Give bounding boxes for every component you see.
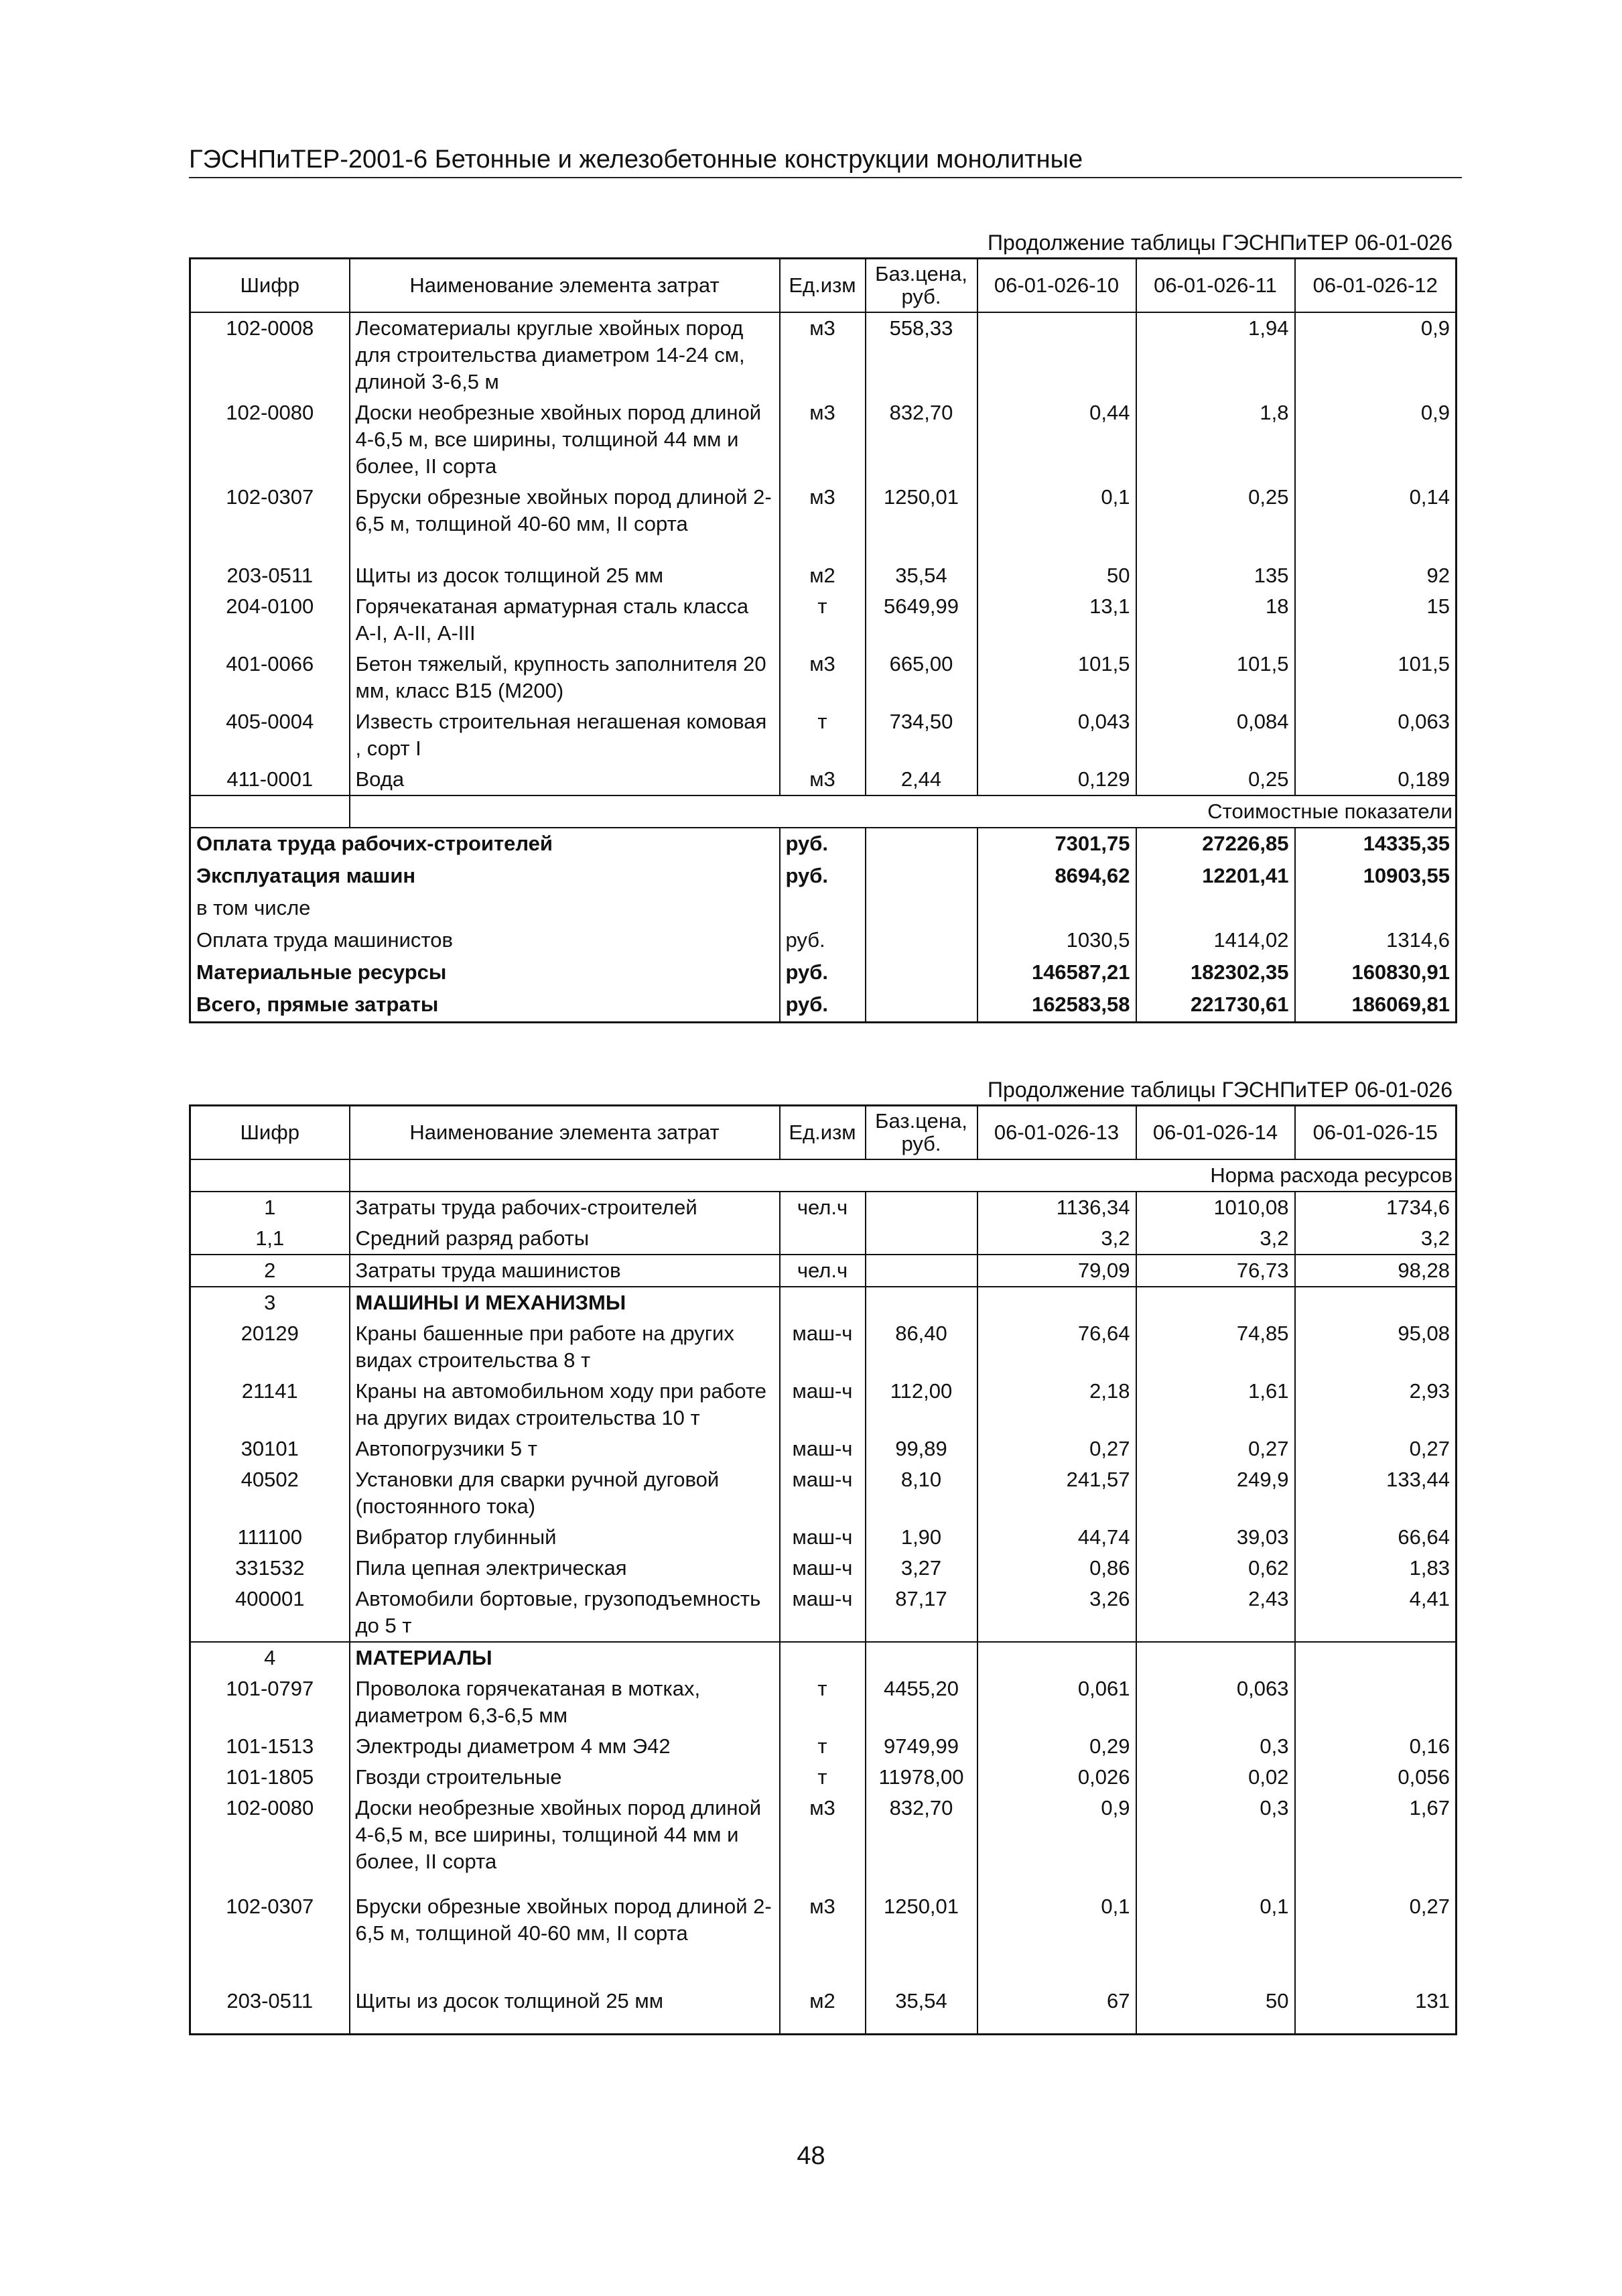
- summary-row: [190, 957, 1457, 989]
- table-row: [190, 1464, 1457, 1522]
- summary-name: Эксплуатация машин: [190, 860, 780, 893]
- cell-value: 1734,6: [1295, 1192, 1457, 1223]
- cell-name: МАШИНЫ И МЕХАНИЗМЫ: [350, 1287, 780, 1318]
- cell-unit: м2: [780, 1949, 866, 2035]
- col-header: 06-01-026-11: [1136, 259, 1295, 313]
- cell-price: 11978,00: [866, 1762, 977, 1793]
- cell-name: Автомобили бортовые, грузоподъемность до 5 т: [350, 1584, 780, 1642]
- cell-unit: [780, 1642, 866, 1673]
- table-row: [190, 1762, 1457, 1793]
- summary-blank: [866, 860, 977, 893]
- cell-value: 3,2: [1295, 1223, 1457, 1255]
- cell-value: 0,063: [1295, 706, 1457, 764]
- cell-name: Лесоматериалы круглые хвойных пород для строительства диаметром 14-24 см, длиной 3-6,5 м: [350, 312, 780, 397]
- cell-value: [1295, 1673, 1457, 1731]
- table-row: [190, 1949, 1457, 2035]
- band-label: Стоимостные показатели: [350, 795, 1457, 828]
- table-row: [190, 1793, 1457, 1877]
- cell-value: 2,43: [1136, 1584, 1295, 1642]
- cell-value: 0,063: [1136, 1673, 1295, 1731]
- cell-name: МАТЕРИАЛЫ: [350, 1642, 780, 1673]
- cell-unit: т: [780, 1673, 866, 1731]
- cell-value: 1010,08: [1136, 1192, 1295, 1223]
- cell-value: [1295, 1642, 1457, 1673]
- cell-price: 4455,20: [866, 1673, 977, 1731]
- summary-value: 14335,35: [1295, 828, 1457, 860]
- cell-unit: чел.ч: [780, 1192, 866, 1223]
- cell-code: 102-0307: [190, 1877, 350, 1949]
- cell-value: 101,5: [977, 649, 1136, 706]
- summary-unit: руб.: [780, 828, 866, 860]
- cell-unit: маш-ч: [780, 1522, 866, 1553]
- table-row: [190, 1255, 1457, 1287]
- cell-name: Затраты труда рабочих-строителей: [350, 1192, 780, 1223]
- summary-name: Оплата труда машинистов: [190, 925, 780, 957]
- cell-value: [977, 1642, 1136, 1673]
- cell-price: 99,89: [866, 1433, 977, 1464]
- cell-name: Доски необрезные хвойных пород длиной 4-6,5 м, все ширины, толщиной 44 мм и более, II сорта: [350, 1793, 780, 1877]
- summary-name: Всего, прямые затраты: [190, 989, 780, 1023]
- cell-value: 15: [1295, 591, 1457, 649]
- cell-name: Электроды диаметром 4 мм Э42: [350, 1731, 780, 1762]
- cell-value: 2,93: [1295, 1376, 1457, 1433]
- table1-caption: Продолжение таблицы ГЭСНПиТЕР 06-01-026: [988, 231, 1452, 255]
- cell-value: 1,8: [1136, 397, 1295, 482]
- summary-name: Материальные ресурсы: [190, 957, 780, 989]
- cell-value: [977, 312, 1136, 397]
- summary-value: [977, 893, 1136, 925]
- summary-row: [190, 828, 1457, 860]
- cell-value: 0,129: [977, 764, 1136, 795]
- cell-code: 102-0307: [190, 482, 350, 539]
- col-header: 06-01-026-15: [1295, 1106, 1457, 1160]
- summary-row: [190, 893, 1457, 925]
- cell-price: 1250,01: [866, 1877, 977, 1949]
- cell-code: 40502: [190, 1464, 350, 1522]
- cell-code: 3: [190, 1287, 350, 1318]
- table2-caption: Продолжение таблицы ГЭСНПиТЕР 06-01-026: [988, 1078, 1452, 1102]
- table-row: [190, 1433, 1457, 1464]
- cell-name: Доски необрезные хвойных пород длиной 4-6,5 м, все ширины, толщиной 44 мм и более, II сорта: [350, 397, 780, 482]
- cell-price: [866, 1287, 977, 1318]
- cell-value: 50: [1136, 1949, 1295, 2035]
- cell-value: 74,85: [1136, 1318, 1295, 1376]
- cell-unit: чел.ч: [780, 1255, 866, 1287]
- cell-value: 3,2: [1136, 1223, 1295, 1255]
- cell-price: 3,27: [866, 1553, 977, 1584]
- band-spacer: [190, 795, 350, 828]
- cell-value: 0,3: [1136, 1731, 1295, 1762]
- cell-price: 8,10: [866, 1464, 977, 1522]
- table-row: [190, 1318, 1457, 1376]
- cell-value: [1136, 1642, 1295, 1673]
- table-row: [190, 649, 1457, 706]
- table-row: [190, 1522, 1457, 1553]
- col-header: Ед.изм: [780, 259, 866, 313]
- cell-price: 1250,01: [866, 482, 977, 539]
- cell-name: Краны на автомобильном ходу при работе на других видах строительства 10 т: [350, 1376, 780, 1433]
- cell-price: 832,70: [866, 397, 977, 482]
- cell-price: 86,40: [866, 1318, 977, 1376]
- cell-value: 0,14: [1295, 482, 1457, 539]
- summary-value: 1314,6: [1295, 925, 1457, 957]
- cell-value: 1,83: [1295, 1553, 1457, 1584]
- cell-price: 5649,99: [866, 591, 977, 649]
- cell-name: Вода: [350, 764, 780, 795]
- summary-blank: [866, 828, 977, 860]
- page-header: ГЭСНПиТЕР-2001-6 Бетонные и железобетонные конструкции монолитные: [189, 142, 1462, 178]
- table-row: [190, 482, 1457, 539]
- cell-unit: т: [780, 706, 866, 764]
- cell-value: 133,44: [1295, 1464, 1457, 1522]
- table-row: [190, 397, 1457, 482]
- cell-value: 0,1: [977, 1877, 1136, 1949]
- table-row: [190, 1376, 1457, 1433]
- cell-value: 0,27: [1295, 1433, 1457, 1464]
- cell-price: 35,54: [866, 1949, 977, 2035]
- table1-band-row: [190, 795, 1457, 828]
- cell-value: 13,1: [977, 591, 1136, 649]
- cell-code: 400001: [190, 1584, 350, 1642]
- band-label: Норма расхода ресурсов: [350, 1159, 1457, 1192]
- summary-unit: руб.: [780, 989, 866, 1023]
- cell-value: 0,27: [1136, 1433, 1295, 1464]
- cell-price: 734,50: [866, 706, 977, 764]
- cell-code: 101-1805: [190, 1762, 350, 1793]
- table-row: [190, 1642, 1457, 1673]
- col-header: Ед.изм: [780, 1106, 866, 1160]
- col-header: 06-01-026-13: [977, 1106, 1136, 1160]
- cell-value: 3,26: [977, 1584, 1136, 1642]
- cell-value: 241,57: [977, 1464, 1136, 1522]
- cell-code: 101-0797: [190, 1673, 350, 1731]
- col-header: 06-01-026-10: [977, 259, 1136, 313]
- cell-value: 95,08: [1295, 1318, 1457, 1376]
- summary-unit: руб.: [780, 957, 866, 989]
- cell-price: 35,54: [866, 539, 977, 591]
- cell-value: 0,25: [1136, 482, 1295, 539]
- cell-value: 1,61: [1136, 1376, 1295, 1433]
- cell-value: 66,64: [1295, 1522, 1457, 1553]
- cell-name: Автопогрузчики 5 т: [350, 1433, 780, 1464]
- cell-price: 87,17: [866, 1584, 977, 1642]
- summary-value: 1414,02: [1136, 925, 1295, 957]
- cell-name: Бруски обрезные хвойных пород длиной 2-6,5 м, толщиной 40-60 мм, II сорта: [350, 482, 780, 539]
- cell-value: 0,27: [1295, 1877, 1457, 1949]
- summary-blank: [866, 925, 977, 957]
- cell-unit: т: [780, 1762, 866, 1793]
- cell-value: 39,03: [1136, 1522, 1295, 1553]
- cell-value: 67: [977, 1949, 1136, 2035]
- cell-value: 2,18: [977, 1376, 1136, 1433]
- cell-code: 20129: [190, 1318, 350, 1376]
- cell-value: 0,1: [1136, 1877, 1295, 1949]
- summary-value: 27226,85: [1136, 828, 1295, 860]
- cell-value: 101,5: [1136, 649, 1295, 706]
- cell-value: 3,2: [977, 1223, 1136, 1255]
- cell-value: 0,44: [977, 397, 1136, 482]
- cell-name: Проволока горячекатаная в мотках, диаметром 6,3-6,5 мм: [350, 1673, 780, 1731]
- summary-name: в том числе: [190, 893, 780, 925]
- cell-value: 135: [1136, 539, 1295, 591]
- table1-header-row: [190, 259, 1457, 313]
- cell-value: 0,3: [1136, 1793, 1295, 1877]
- cell-value: 98,28: [1295, 1255, 1457, 1287]
- summary-value: 10903,55: [1295, 860, 1457, 893]
- cell-code: 4: [190, 1642, 350, 1673]
- summary-blank: [866, 893, 977, 925]
- table1: [189, 257, 1457, 1023]
- cell-unit: м3: [780, 397, 866, 482]
- cell-price: 1,90: [866, 1522, 977, 1553]
- cell-unit: [780, 1223, 866, 1255]
- cell-price: [866, 1642, 977, 1673]
- cell-unit: м3: [780, 649, 866, 706]
- cell-price: [866, 1223, 977, 1255]
- cell-name: Известь строительная негашеная комовая , сорт I: [350, 706, 780, 764]
- summary-value: 12201,41: [1136, 860, 1295, 893]
- cell-value: 1136,34: [977, 1192, 1136, 1223]
- col-header: Наименование элемента затрат: [350, 1106, 780, 1160]
- summary-value: 186069,81: [1295, 989, 1457, 1023]
- summary-value: 146587,21: [977, 957, 1136, 989]
- summary-row: [190, 860, 1457, 893]
- summary-unit: [780, 893, 866, 925]
- cell-name: Средний разряд работы: [350, 1223, 780, 1255]
- cell-value: 0,16: [1295, 1731, 1457, 1762]
- cell-code: 1,1: [190, 1223, 350, 1255]
- cell-code: 2: [190, 1255, 350, 1287]
- cell-name: Бетон тяжелый, крупность заполнителя 20 мм, класс В15 (М200): [350, 649, 780, 706]
- cell-value: 0,026: [977, 1762, 1136, 1793]
- cell-unit: маш-ч: [780, 1553, 866, 1584]
- cell-code: 111100: [190, 1522, 350, 1553]
- cell-value: 0,29: [977, 1731, 1136, 1762]
- cell-unit: м3: [780, 764, 866, 795]
- table-row: [190, 591, 1457, 649]
- cell-unit: маш-ч: [780, 1464, 866, 1522]
- cell-value: 1,67: [1295, 1793, 1457, 1877]
- col-header: Наименование элемента затрат: [350, 259, 780, 313]
- cell-unit: маш-ч: [780, 1584, 866, 1642]
- cell-value: 0,9: [977, 1793, 1136, 1877]
- col-header: Баз.цена, руб.: [866, 1106, 977, 1160]
- cell-price: 832,70: [866, 1793, 977, 1877]
- cell-value: 101,5: [1295, 649, 1457, 706]
- cell-code: 203-0511: [190, 539, 350, 591]
- cell-name: Щиты из досок толщиной 25 мм: [350, 539, 780, 591]
- cell-value: 92: [1295, 539, 1457, 591]
- cell-unit: т: [780, 1731, 866, 1762]
- summary-value: 162583,58: [977, 989, 1136, 1023]
- summary-blank: [866, 957, 977, 989]
- cell-value: 0,189: [1295, 764, 1457, 795]
- col-header: 06-01-026-12: [1295, 259, 1457, 313]
- cell-unit: маш-ч: [780, 1318, 866, 1376]
- cell-value: [1136, 1287, 1295, 1318]
- cell-name: Щиты из досок толщиной 25 мм: [350, 1949, 780, 2035]
- cell-name: Установки для сварки ручной дуговой (постоянного тока): [350, 1464, 780, 1522]
- cell-value: 0,27: [977, 1433, 1136, 1464]
- summary-value: [1295, 893, 1457, 925]
- summary-value: [1136, 893, 1295, 925]
- col-header: Шифр: [190, 1106, 350, 1160]
- cell-value: 18: [1136, 591, 1295, 649]
- table-row: [190, 1877, 1457, 1949]
- cell-value: 0,043: [977, 706, 1136, 764]
- cell-price: [866, 1192, 977, 1223]
- table-row: [190, 1553, 1457, 1584]
- cell-name: Затраты труда машинистов: [350, 1255, 780, 1287]
- cell-value: 249,9: [1136, 1464, 1295, 1522]
- col-header: 06-01-026-14: [1136, 1106, 1295, 1160]
- band-spacer: [190, 1159, 350, 1192]
- summary-unit: руб.: [780, 860, 866, 893]
- cell-value: 0,9: [1295, 397, 1457, 482]
- cell-name: Пила цепная электрическая: [350, 1553, 780, 1584]
- cell-unit: маш-ч: [780, 1433, 866, 1464]
- cell-value: 0,62: [1136, 1553, 1295, 1584]
- cell-value: 131: [1295, 1949, 1457, 2035]
- summary-blank: [866, 989, 977, 1023]
- cell-value: 79,09: [977, 1255, 1136, 1287]
- summary-value: 1030,5: [977, 925, 1136, 957]
- table-row: [190, 312, 1457, 397]
- summary-unit: руб.: [780, 925, 866, 957]
- cell-price: 2,44: [866, 764, 977, 795]
- summary-row: [190, 989, 1457, 1023]
- cell-code: 331532: [190, 1553, 350, 1584]
- table-row: [190, 1192, 1457, 1223]
- cell-value: 1,94: [1136, 312, 1295, 397]
- table-row: [190, 539, 1457, 591]
- summary-value: 160830,91: [1295, 957, 1457, 989]
- cell-code: 203-0511: [190, 1949, 350, 2035]
- cell-unit: м3: [780, 312, 866, 397]
- col-header: Шифр: [190, 259, 350, 313]
- table2-header-row: [190, 1106, 1457, 1160]
- cell-value: [977, 1287, 1136, 1318]
- summary-value: 182302,35: [1136, 957, 1295, 989]
- cell-value: [1295, 1287, 1457, 1318]
- cell-name: Гвозди строительные: [350, 1762, 780, 1793]
- cell-code: 102-0080: [190, 1793, 350, 1877]
- table-row: [190, 1673, 1457, 1731]
- cell-value: 76,73: [1136, 1255, 1295, 1287]
- cell-name: Краны башенные при работе на других видах строительства 8 т: [350, 1318, 780, 1376]
- cell-value: 0,1: [977, 482, 1136, 539]
- cell-code: 401-0066: [190, 649, 350, 706]
- cell-unit: т: [780, 591, 866, 649]
- cell-unit: маш-ч: [780, 1376, 866, 1433]
- cell-unit: м3: [780, 482, 866, 539]
- cell-code: 101-1513: [190, 1731, 350, 1762]
- cell-unit: м2: [780, 539, 866, 591]
- cell-value: 44,74: [977, 1522, 1136, 1553]
- cell-name: Бруски обрезные хвойных пород длиной 2-6,5 м, толщиной 40-60 мм, II сорта: [350, 1877, 780, 1949]
- summary-row: [190, 925, 1457, 957]
- cell-price: 558,33: [866, 312, 977, 397]
- cell-value: 4,41: [1295, 1584, 1457, 1642]
- cell-value: 0,25: [1136, 764, 1295, 795]
- cell-price: 665,00: [866, 649, 977, 706]
- col-header: Баз.цена, руб.: [866, 259, 977, 313]
- cell-name: Вибратор глубинный: [350, 1522, 780, 1553]
- cell-value: 76,64: [977, 1318, 1136, 1376]
- cell-value: 0,86: [977, 1553, 1136, 1584]
- table-row: [190, 1223, 1457, 1255]
- summary-value: 221730,61: [1136, 989, 1295, 1023]
- table-row: [190, 1584, 1457, 1642]
- cell-code: 102-0080: [190, 397, 350, 482]
- cell-price: [866, 1255, 977, 1287]
- table2: [189, 1104, 1457, 2035]
- cell-name: Горячекатаная арматурная сталь класса А-I, А-II, А-III: [350, 591, 780, 649]
- table-row: [190, 1287, 1457, 1318]
- summary-name: Оплата труда рабочих-строителей: [190, 828, 780, 860]
- cell-price: 112,00: [866, 1376, 977, 1433]
- page-number: 48: [797, 2142, 825, 2170]
- cell-code: 204-0100: [190, 591, 350, 649]
- cell-code: 405-0004: [190, 706, 350, 764]
- cell-unit: м3: [780, 1793, 866, 1877]
- summary-value: 8694,62: [977, 860, 1136, 893]
- cell-value: 0,061: [977, 1673, 1136, 1731]
- cell-code: 102-0008: [190, 312, 350, 397]
- cell-value: 0,02: [1136, 1762, 1295, 1793]
- cell-value: 0,9: [1295, 312, 1457, 397]
- cell-price: 9749,99: [866, 1731, 977, 1762]
- table2-band-row: [190, 1159, 1457, 1192]
- table-row: [190, 764, 1457, 795]
- table-row: [190, 1731, 1457, 1762]
- cell-value: 0,084: [1136, 706, 1295, 764]
- cell-code: 411-0001: [190, 764, 350, 795]
- cell-value: 0,056: [1295, 1762, 1457, 1793]
- cell-code: 1: [190, 1192, 350, 1223]
- cell-code: 30101: [190, 1433, 350, 1464]
- summary-value: 7301,75: [977, 828, 1136, 860]
- cell-unit: м3: [780, 1877, 866, 1949]
- cell-value: 50: [977, 539, 1136, 591]
- cell-code: 21141: [190, 1376, 350, 1433]
- cell-unit: [780, 1287, 866, 1318]
- table-row: [190, 706, 1457, 764]
